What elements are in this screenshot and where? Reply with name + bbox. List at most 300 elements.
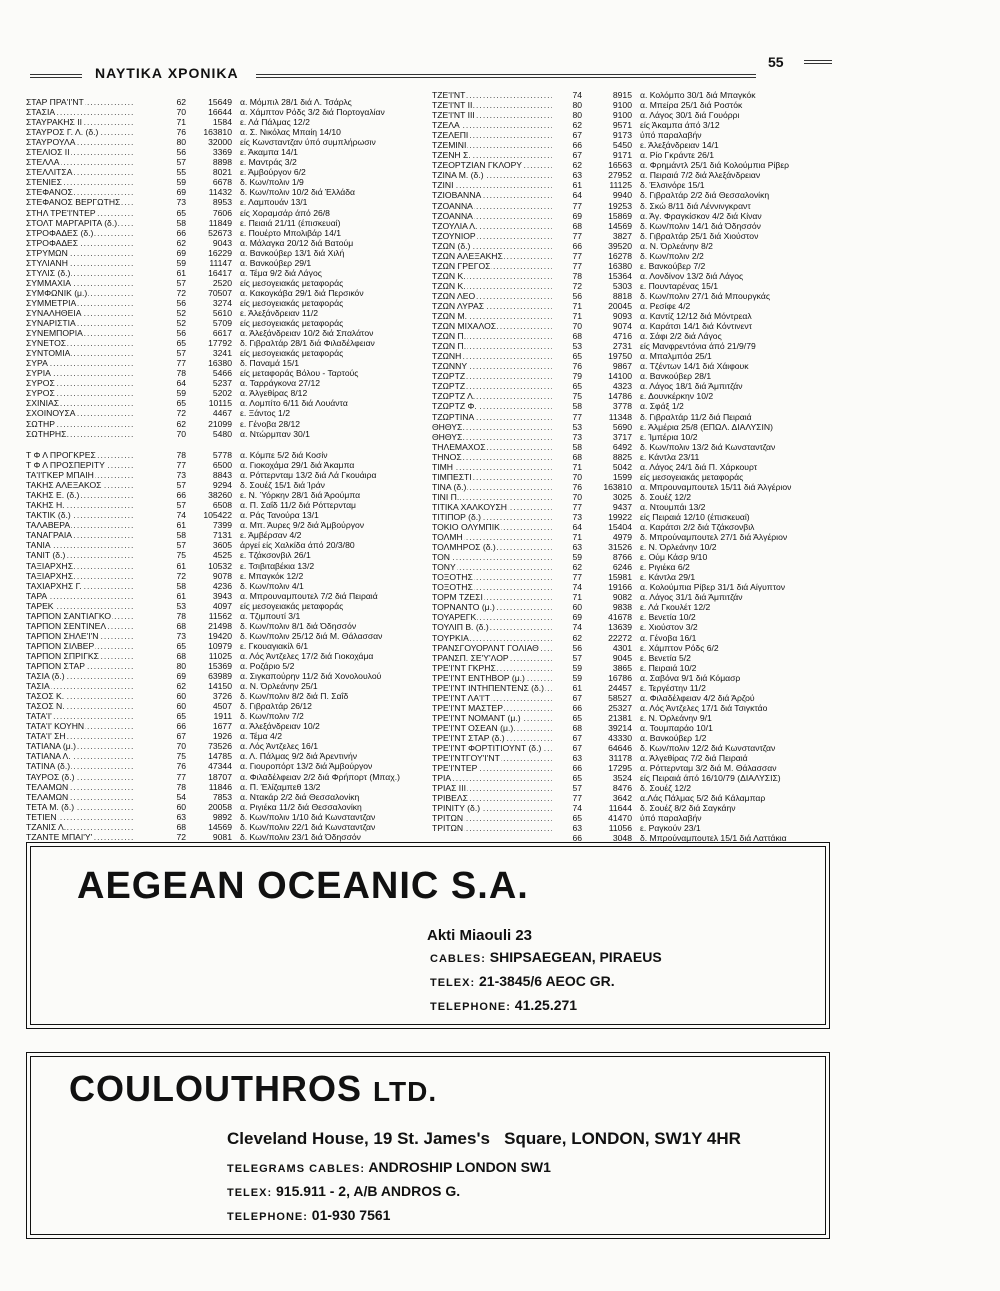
list-item: [26, 822, 450, 832]
ship-name: ΤΖΟΑΝΝΑ .....: [432, 201, 552, 211]
ship-position: ε. Ξάντος 1/2: [240, 408, 290, 419]
list-item: [26, 378, 450, 388]
ship-name: ΤΑ'Ι'ΓΚΕΡ ΜΠΑΙΗ .....: [26, 470, 134, 480]
ship-year: 58: [572, 401, 582, 412]
list-item: [26, 601, 450, 611]
list-item: [26, 520, 450, 530]
list-item: [26, 761, 450, 771]
ship-year: 70: [176, 741, 186, 752]
ship-year: 66: [176, 721, 186, 732]
list-item: [432, 110, 855, 120]
ship-tonnage: 3642: [612, 793, 632, 804]
ship-name: ΣΤΡΥΜΩΝ .....: [26, 248, 134, 258]
ship-tonnage: 11846: [208, 781, 232, 792]
ship-year: 72: [176, 570, 186, 581]
ship-tonnage: 19420: [208, 630, 232, 641]
ship-year: 75: [572, 391, 582, 402]
ship-year: 57: [572, 783, 582, 794]
ship-position: είς μεσογειακάς μεταφοράς: [240, 600, 344, 611]
ship-year: 68: [176, 620, 186, 631]
ship-name: ΣΥΝΕΤΟΣ .....: [26, 338, 134, 348]
ship-tonnage: 22272: [608, 632, 632, 643]
ship-name: ΤΖΩΝΝΥ .....: [432, 361, 552, 371]
ship-year: 57: [176, 277, 186, 288]
ship-tonnage: 7853: [212, 791, 232, 802]
list-item: [432, 321, 855, 331]
ship-year: 78: [176, 610, 186, 621]
ship-name: ΤΙΜΗ .....: [432, 462, 552, 472]
ship-position: είς Πειραιά 12/10 (έπισκευαί): [640, 511, 750, 522]
list-item: [432, 140, 855, 150]
ship-year: 65: [176, 640, 186, 651]
list-item: [26, 228, 450, 238]
page-number: 55: [768, 54, 784, 70]
ship-name: ΤΡΙΑΣ ΙΙΙ .....: [432, 783, 552, 793]
right-column-block: [432, 90, 855, 844]
list-item: [26, 571, 450, 581]
ship-year: 77: [572, 572, 582, 583]
ship-tonnage: 8843: [212, 470, 232, 481]
ship-position: α. Μπαλμπόα 25/1: [640, 351, 712, 362]
list-item: [432, 180, 855, 190]
ship-tonnage: 1584: [212, 117, 232, 128]
list-item: [432, 211, 855, 221]
ship-name: ΤΑΡΠΟΝ ΣΠΡΙΓΚΣ .....: [26, 651, 134, 661]
ship-name: ΤΙΝΙ Π. .....: [432, 492, 552, 502]
ship-name: ΤΟΚΙΟ ΟΛΥΜΠΙΚ .....: [432, 522, 552, 532]
ship-year: 57: [176, 157, 186, 168]
ship-name: ΤΑΛΑΒΕΡΑ .....: [26, 520, 134, 530]
ship-year: 62: [176, 681, 186, 692]
list-item: [26, 197, 450, 207]
ship-name: ΤΖΩΡΤΖ Φ. .....: [432, 401, 552, 411]
list-item: [432, 391, 855, 401]
ship-tonnage: 4097: [212, 600, 232, 611]
list-item: [432, 351, 855, 361]
ship-year: 73: [176, 630, 186, 641]
list-item: [432, 331, 855, 341]
ship-tonnage: 3241: [212, 348, 232, 359]
ship-name: ΤΖΕ'Ι'ΝΤ ΙΙΙ .....: [432, 110, 552, 120]
ad-cables-value: ANDROSHIP LONDON SW1: [368, 1159, 551, 1175]
ship-tonnage: 16786: [608, 672, 632, 683]
list-item: [432, 241, 855, 251]
ship-position: δ. Γιβραλτάρ 11/2 διά Πειραιά: [640, 411, 752, 422]
ship-tonnage: 9100: [612, 100, 632, 111]
list-item: [26, 460, 450, 470]
list-item: [26, 137, 450, 147]
ship-name: ΤΖΩΝ Μ. .....: [432, 311, 552, 321]
ship-name: ΤΖΩΝ Π. .....: [432, 341, 552, 351]
ship-name: ΣΤΑΣΙΑ .....: [26, 107, 134, 117]
ship-position: α. Ροζάριο 5/2: [240, 660, 295, 671]
ship-tonnage: 7606: [212, 207, 232, 218]
list-item: [26, 258, 450, 268]
ship-tonnage: 6678: [212, 177, 232, 188]
ship-year: 69: [572, 612, 582, 623]
list-item: [432, 612, 855, 622]
list-item: [432, 592, 855, 602]
list-item: [26, 127, 450, 137]
ad-telephone-label: TELEPHONE:: [227, 1211, 308, 1223]
ship-position: δ. Παναμά 15/1: [240, 358, 300, 369]
ship-name: ΤΗΝΟΣ .....: [432, 452, 552, 462]
ship-position: α. Τουμπαράο 10/1: [640, 722, 713, 733]
list-item: [26, 97, 450, 107]
ad-address: [227, 1129, 741, 1149]
ship-position: α. Σάφι 2/2 διά Λάγος: [640, 331, 722, 342]
list-item: [26, 661, 450, 671]
ship-name: ΣΥΝΑΛΗΘΕΙΑ .....: [26, 308, 134, 318]
ad-company-name-main: COULOUTHROS: [69, 1068, 362, 1109]
ship-year: 77: [572, 793, 582, 804]
ship-position: α. Λάγος 31/1 διά Άμπιτζάν: [640, 592, 743, 603]
ship-name: ΤΖΕΛΕΠΙ .....: [432, 130, 552, 140]
ship-position: δ. Κων/πολιν 14/1 διά Όδησσόν: [640, 220, 761, 231]
left-column-block-2: [26, 450, 450, 842]
list-item: [26, 348, 450, 358]
list-item: [432, 190, 855, 200]
ship-position: ε. Άμβούργον 6/2: [240, 167, 306, 178]
ship-tonnage: 3025: [612, 491, 632, 502]
ad-address-line2: Square, LONDON, SW1Y 4HR: [504, 1129, 741, 1148]
ship-tonnage: 16380: [608, 260, 632, 271]
ship-name: ΣΤΕΛΛΙΤΣΑ .....: [26, 167, 134, 177]
ship-tonnage: 8953: [212, 197, 232, 208]
ship-position: ε. Άμβέρσαν 4/2: [240, 530, 302, 541]
ship-tonnage: 4716: [612, 331, 632, 342]
ship-year: 58: [176, 530, 186, 541]
list-item: [26, 429, 450, 439]
ship-year: 76: [572, 361, 582, 372]
ship-position: δ. Μπρούναμπουτελ 27/1 διά Άλγέριον: [640, 532, 788, 543]
ship-year: 64: [176, 378, 186, 389]
ship-year: 56: [176, 328, 186, 339]
ship-name: ΣΥΜΜΑΧΙΑ .....: [26, 278, 134, 288]
ship-position: α. Μπείρα 25/1 διά Ροστόκ: [640, 100, 743, 111]
list-item: [432, 703, 855, 713]
ship-tonnage: 14785: [208, 751, 232, 762]
list-item: [432, 201, 855, 211]
ship-tonnage: 47344: [208, 761, 232, 772]
list-item: [432, 371, 855, 381]
ship-year: 70: [572, 321, 582, 332]
ship-year: 73: [572, 511, 582, 522]
ship-position: δ. Γιβραλτάρ 2/2 διά Θεσσαλονίκη: [640, 190, 770, 201]
list-item: [26, 450, 450, 460]
ship-name: ΤΑΡΠΟΝ ΣΑΝΤΙΑΓΚΟ .....: [26, 611, 134, 621]
ship-year: 61: [176, 520, 186, 531]
list-item: [26, 500, 450, 510]
ship-year: 57: [176, 348, 186, 359]
ship-tonnage: 8766: [612, 552, 632, 563]
ship-position: δ. Κων/πολιν 4/1: [240, 580, 304, 591]
ship-name: ΤΑΡΑ .....: [26, 591, 134, 601]
ship-tonnage: 19253: [608, 200, 632, 211]
list-item: [432, 733, 855, 743]
ship-tonnage: 52673: [208, 227, 232, 238]
list-item: [432, 160, 855, 170]
ship-name: ΤΡΕ'Ι'ΝΤΓΟΥ'Ι'ΝΤ .....: [432, 753, 552, 763]
ship-name: ΤΑΣΙΑ (δ.) .....: [26, 671, 134, 681]
ship-name: ΤΖΕΝΗ Σ. .....: [432, 150, 552, 160]
ship-position: α. Μάλαγκα 20/12 διά Βατούμ: [240, 237, 354, 248]
ship-position: α. Μόμπιλ 28/1 διά Λ. Τσάρλς: [240, 97, 352, 107]
ship-year: 65: [572, 813, 582, 824]
ship-name: ΤΑΣΙΑ .....: [26, 681, 134, 691]
ship-name: ΤΡΕ'Ι'ΝΤ ΣΤΑΡ (δ.) .....: [432, 733, 552, 743]
ship-tonnage: 19166: [608, 582, 632, 593]
ad-telephone-value: 01-930 7561: [311, 1207, 391, 1223]
ship-position: α. Λός Άντζελες 17/2 διά Γιοκοχάμα: [240, 650, 374, 661]
list-item: [26, 671, 450, 681]
ship-position: ε. Ίμπέρια 10/2: [640, 431, 698, 442]
ship-tonnage: 7399: [212, 520, 232, 531]
ship-tonnage: 3827: [612, 230, 632, 241]
ship-name: ΤΡΕ'Ι'ΝΤ ΕΝΤΗΒΟΡ (μ.) .....: [432, 673, 552, 683]
ship-position: δ. Κων/πολιν 23/1 διά Όδησσόν: [240, 831, 361, 842]
ship-name: ΣΧΙΝΙΑΣ .....: [26, 398, 134, 408]
ship-position: δ. Γιβραλτάρ 28/1 διά Φιλαδέλφειαν: [240, 338, 375, 349]
ship-position: δ. Έλσινόρε 15/1: [640, 180, 705, 191]
ship-name: ΤΑΝΙΤ (δ.) .....: [26, 550, 134, 560]
ad-telephone: [227, 1207, 390, 1223]
ship-name: ΤΖΙΝΙ .....: [432, 180, 552, 190]
ship-position: ε. Λαμπουάν 13/1: [240, 197, 308, 208]
ship-name: ΣΤΥΛΙΣ (δ.) .....: [26, 268, 134, 278]
ship-year: 68: [176, 821, 186, 832]
ship-name: ΤΑΞΙΑΡΧΗΣ .....: [26, 561, 134, 571]
ship-year: 55: [176, 167, 186, 178]
ship-tonnage: 9093: [612, 311, 632, 322]
list-item: [26, 832, 450, 842]
ad-telephone-value: 41.25.271: [514, 997, 578, 1013]
ship-name: ΤΖΕ'Ι'ΝΤ .....: [432, 90, 552, 100]
ship-tonnage: 11849: [208, 217, 232, 228]
ship-year: 62: [572, 120, 582, 131]
ship-position: ε. Ούμ Κάσρ 9/10: [640, 552, 708, 563]
ship-tonnage: 8898: [212, 157, 232, 168]
ship-name: ΤΖΩΝ ΛΥΡΑΣ .....: [432, 301, 552, 311]
ship-position: ε. Κάντλα 23/11: [640, 451, 700, 462]
ship-tonnage: 11025: [208, 650, 232, 661]
ship-year: 56: [176, 147, 186, 158]
ship-tonnage: 163810: [203, 127, 232, 138]
ship-name: ΤΡΕ'Ι'ΝΤΕΡ .....: [432, 763, 552, 773]
list-item: [432, 271, 855, 281]
ship-position: α. Φιλαδέλφειαν 4/2 διά Άρζού: [640, 692, 755, 703]
ship-name: ΤΑΤΙΑΝΑ Λ. .....: [26, 751, 134, 761]
ship-position: ε. Μαντράς 3/2: [240, 157, 297, 168]
ship-tonnage: 3048: [612, 833, 632, 844]
list-item: [26, 278, 450, 288]
ship-position: είς μεταφοράς Βόλου - Ταρτούς: [240, 368, 359, 379]
ship-position: ε. Γκουαγιακίλ 6/1: [240, 640, 308, 651]
ship-tonnage: 9043: [212, 237, 232, 248]
ship-name: ΤΖΟΥΛΙΑ Λ. .....: [432, 221, 552, 231]
ship-year: 65: [176, 338, 186, 349]
ship-position: α. Κόμπε 5/2 διά Κοσίν: [240, 450, 328, 460]
ship-year: 62: [176, 97, 186, 107]
ship-position: ε. Ραγκούν 23/1: [640, 823, 701, 834]
ship-year: 73: [176, 197, 186, 208]
ship-tonnage: 8825: [612, 451, 632, 462]
ship-year: 62: [176, 237, 186, 248]
ship-name: ΤΑΡΠΟΝ ΣΗΛΕ'Ι'Ν .....: [26, 631, 134, 641]
ship-tonnage: 14569: [208, 821, 232, 832]
ship-name: ΤΖΑΝΤΕ ΜΠΑΙ'Υ' .....: [26, 832, 134, 842]
ship-year: 65: [176, 711, 186, 722]
ship-tonnage: 6617: [212, 328, 232, 339]
ship-tonnage: 24457: [608, 682, 632, 693]
ship-position: α. Ρίο Γκράντε 26/1: [640, 150, 715, 161]
ship-tonnage: 25327: [608, 702, 632, 713]
ship-tonnage: 1677: [212, 721, 232, 732]
ship-name: ΣΥΝΕΜΠΟΡΙΑ .....: [26, 328, 134, 338]
ship-position: α. Γιοκοχάμα 29/1 διά Άκαμπα: [240, 460, 355, 471]
ad-telephone-label: TELEPHONE:: [430, 1001, 511, 1013]
ship-year: 64: [572, 522, 582, 533]
ship-year: 72: [176, 408, 186, 419]
ad-telex-value: 21-3845/6 AEOC GR.: [479, 973, 615, 989]
ship-name: ΤΑΣΟΣ Ν. .....: [26, 701, 134, 711]
ship-tonnage: 3778: [612, 401, 632, 412]
ship-tonnage: 8021: [212, 167, 232, 178]
ship-year: 61: [572, 682, 582, 693]
ship-tonnage: 5450: [612, 140, 632, 151]
ship-tonnage: 9078: [212, 570, 232, 581]
ship-year: 52: [176, 307, 186, 318]
ship-position: α. Τέμα 9/2 διά Λάγος: [240, 267, 322, 278]
ship-year: 71: [572, 311, 582, 322]
list-item: [26, 681, 450, 691]
ship-position: δ. Σκώ 8/11 διά Λέννινγκραντ: [640, 200, 751, 211]
ship-tonnage: 16644: [208, 107, 232, 118]
ship-position: α. Χάμπτον Ρόδς 3/2 διά Πορτογαλίαν: [240, 107, 385, 118]
list-item: [432, 311, 855, 321]
list-item: [26, 792, 450, 802]
ship-year: 59: [176, 257, 186, 268]
list-item: [26, 741, 450, 751]
ship-position: α. Ντώρμπαν 30/1: [240, 428, 310, 439]
ship-name: ΣΤΑΥΡΟΣ Γ. Λ. (δ.) .....: [26, 127, 134, 137]
ship-name: ΤΟΝ .....: [432, 552, 552, 562]
ship-name: ΤΖΕΜΙΝΙ .....: [432, 140, 552, 150]
ship-name: ΣΥΡΟΣ .....: [26, 378, 134, 388]
list-item: [432, 361, 855, 371]
ship-position: α. Μπρουναμπουτελ 15/11 διά Άλγέριον: [640, 481, 792, 492]
ship-tonnage: 43330: [608, 733, 632, 743]
ship-tonnage: 32000: [208, 137, 232, 148]
ship-tonnage: 5042: [612, 461, 632, 472]
ship-year: 56: [572, 290, 582, 301]
ship-tonnage: 3274: [212, 297, 232, 308]
ship-tonnage: 15649: [208, 97, 232, 107]
ship-tonnage: 39214: [608, 722, 632, 733]
ship-tonnage: 18707: [208, 771, 232, 782]
ad-company-name: [69, 1068, 437, 1110]
ship-name: ΤΡΕ'Ι'ΝΤ ΝΟΜΑΝΤ (μ.) .....: [432, 713, 552, 723]
ship-name: ΤΑΤΑ'Ι' ΣΗ .....: [26, 731, 134, 741]
ship-year: 70: [572, 491, 582, 502]
ship-year: 66: [572, 833, 582, 844]
ship-tonnage: 5202: [212, 388, 232, 399]
ship-year: 65: [572, 381, 582, 392]
ship-year: 65: [176, 398, 186, 409]
ship-year: 68: [572, 331, 582, 342]
list-item: [432, 552, 855, 562]
ship-year: 62: [572, 562, 582, 573]
ship-position: α. Μπ. Άυρες 9/2 διά Άμβούργον: [240, 520, 365, 531]
ship-tonnage: 3524: [612, 773, 632, 784]
list-item: [26, 721, 450, 731]
ship-year: 57: [176, 540, 186, 551]
ship-position: α. Τζέντων 14/1 διά Χάιφουκ: [640, 361, 749, 372]
list-item: [432, 341, 855, 351]
ship-position: α. Γιουροπόρτ 13/2 διά Άμβούργον: [240, 761, 373, 772]
ship-year: 78: [176, 450, 186, 460]
ship-position: α. Π. Σαΐδ 11/2 διά Ρόττερνταμ: [240, 500, 356, 511]
list-item: [432, 492, 855, 502]
ship-tonnage: 11056: [608, 823, 632, 834]
ship-name: ΤΖΩΝ Κ. .....: [432, 271, 552, 281]
ship-position: ε. Άκαμπα 14/1: [240, 147, 298, 158]
ship-tonnage: 163810: [603, 481, 632, 492]
ship-name: ΤΑΤΙΝΑ (δ.) .....: [26, 761, 134, 771]
list-item: [432, 763, 855, 773]
ship-year: 77: [176, 358, 186, 369]
ship-name: ΤΑΚΤΙΚ (δ.) .....: [26, 510, 134, 520]
list-item: [432, 462, 855, 472]
ship-name: ΤΙΜΠΕΣΤΙ .....: [432, 472, 552, 482]
ship-name: ΣΧΟΙΝΟΥΣΑ .....: [26, 408, 134, 418]
ship-position: α. Άλγεθίρας 8/12: [240, 388, 308, 399]
ship-position: είς Μανφρεντόνια άπό 21/9/79: [640, 341, 756, 352]
list-item: [26, 328, 450, 338]
ship-position: α. Ρεσίφε 4/2: [640, 300, 691, 311]
ship-year: 74: [572, 803, 582, 814]
ship-tonnage: 10532: [208, 560, 232, 571]
list-item: [26, 368, 450, 378]
ship-tonnage: 2731: [612, 341, 632, 352]
ship-tonnage: 9571: [612, 120, 632, 131]
list-item: [432, 100, 855, 110]
list-item: [432, 90, 855, 100]
list-item: [26, 621, 450, 631]
list-item: [26, 540, 450, 550]
ship-name: ΤΙΤΙΠΟΡ (δ.) .....: [432, 512, 552, 522]
ship-year: 80: [176, 660, 186, 671]
list-item: [432, 643, 855, 653]
ship-tonnage: 11562: [208, 610, 232, 621]
list-item: [432, 251, 855, 261]
ship-position: α. Μπρουναμπουτελ 7/2 διά Πειραιά: [240, 590, 378, 601]
ship-name: ΣΥΡΙΑ .....: [26, 368, 134, 378]
ship-year: 73: [176, 470, 186, 481]
ship-name: ΣΤΥΛΙΑΝΗ .....: [26, 258, 134, 268]
ship-name: ΣΥΡΟΣ .....: [26, 388, 134, 398]
ad-telex-label: TELEX:: [227, 1187, 273, 1199]
ship-tonnage: 16278: [608, 250, 632, 261]
ship-position: ε. Γένοβα 28/12: [240, 418, 301, 429]
ship-tonnage: 41470: [608, 813, 632, 824]
ship-name: ΤΕΛΑΜΩΝ .....: [26, 792, 134, 802]
ship-name: ΤΡΙΤΩΝ .....: [432, 823, 552, 833]
ship-position: είς μεσογειακάς μεταφοράς: [240, 348, 344, 359]
ship-tonnage: 13639: [608, 622, 632, 633]
ship-year: 71: [572, 532, 582, 543]
list-item: [432, 753, 855, 763]
